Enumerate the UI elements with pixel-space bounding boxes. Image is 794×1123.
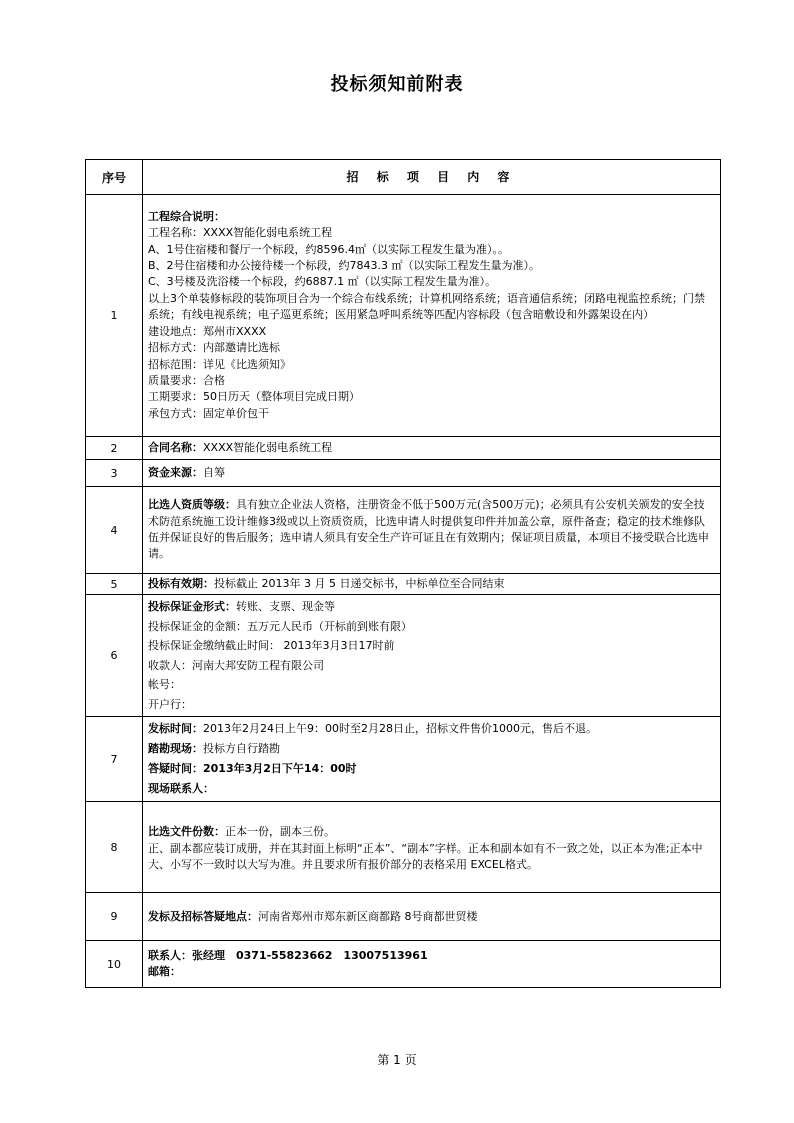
row-number: 7: [86, 717, 143, 802]
row-number: 5: [86, 574, 143, 595]
project-overview-heading: 工程综合说明：: [148, 209, 225, 223]
table-row-6: [86, 595, 721, 717]
site-visit-value: 投标方自行踏勘: [203, 742, 280, 756]
row-number: 1: [86, 195, 143, 437]
bid-bond-cell: [143, 595, 721, 717]
project-overview-cell: [143, 195, 721, 437]
qualification-text: 具有独立企业法人资格，注册资金不低于500万元(含500万元)；必须具有公安机关颁发的安全技术防范系统施工设计维修3级或以上资质资质，比选申请人时提供复印件并加盖公章，原件备查；稳定的技术维修队伍并保证良好的售后服务；选申请人须具有安全生产许可证且在有效期内；保证项目质量，本项目不接受联合比选申请。: [148, 498, 709, 561]
site-visit-label: 踏勘现场：: [148, 742, 203, 756]
contract-name-value: XXXX智能化弱电系统工程: [203, 440, 333, 454]
row-number: 2: [86, 437, 143, 460]
row-number: 9: [86, 893, 143, 941]
account-line: 帐号：: [148, 678, 181, 692]
table-row-5: [86, 574, 721, 595]
tender-scope-line: 招标范围：详见《比选须知》: [148, 357, 291, 371]
email-line: 邮箱：: [148, 965, 181, 979]
copies-value: 正本一份，副本三份。: [225, 824, 335, 838]
contract-type-line: 承包方式：固定单价包干: [148, 406, 269, 420]
bid-notice-table: [85, 159, 721, 988]
fund-source-label: 资金来源：: [148, 465, 203, 479]
issue-time-value: 2013年2月24日上午9：00时至2月28日止，招标文件售价1000元，售后不退。: [203, 722, 597, 736]
fund-source-cell: [143, 460, 721, 487]
location-line: 建设地点：郑州市XXXX: [148, 324, 267, 338]
row-number: 8: [86, 802, 143, 893]
project-name-line: 工程名称：XXXX智能化弱电系统工程: [148, 226, 333, 240]
quality-line: 质量要求：合格: [148, 373, 225, 387]
contact-cell: [143, 941, 721, 988]
validity-cell: [143, 574, 721, 595]
table-row-8: [86, 802, 721, 893]
row-number: 10: [86, 941, 143, 988]
document-copies-cell: [143, 802, 721, 893]
issue-time-label: 发标时间：: [148, 722, 203, 736]
table-header-row: [86, 160, 721, 195]
venue-cell: [143, 893, 721, 941]
table-row-7: [86, 717, 721, 802]
site-contact-line: 现场联系人：: [148, 782, 214, 796]
section-a-line: A、1号住宿楼和餐厅一个标段，约8596.4㎡（以实际工程发生量为准）。。: [148, 242, 510, 256]
table-row-9: [86, 893, 721, 941]
system-scope-text: 以上3个单装修标段的装饰项目合为一个综合布线系统；计算机网络系统；语音通信系统；闭路电视监控系统；门禁系统；有线电视系统；电子巡更系统；医用紧急呼叫系统等匹配内容标段（包含暗敷设和外露架设在内）: [148, 291, 705, 322]
row-number: 3: [86, 460, 143, 487]
binding-requirements-text: 正、副本都应装订成册，并在其封面上标明“正本”、“副本”字样。正本和副本如有不一致之处，以正本为准;正本中大、小写不一致时以大写为准。并且要求所有报价部分的表格采用 EXCEL格式。: [148, 841, 703, 871]
duration-line: 工期要求：50日历天（整体项目完成日期）: [148, 390, 360, 404]
page-title: 投标须知前附表: [330, 74, 464, 95]
table-row-3: [86, 460, 721, 487]
qualification-label: 比选人资质等级：: [148, 498, 236, 512]
contract-name-label: 合同名称：: [148, 440, 203, 454]
table-row-2: [86, 437, 721, 460]
qa-time-line: 答疑时间：2013年3月2日下午14：00时: [148, 762, 357, 776]
schedule-cell: [143, 717, 721, 802]
contract-name-cell: [143, 437, 721, 460]
page-number: 第 1 页: [377, 1053, 417, 1067]
fund-source-value: 自筹: [203, 465, 225, 479]
payee-line: 收款人：河南大邦安防工程有限公司: [148, 658, 324, 672]
qualification-cell: [143, 487, 721, 574]
venue-label: 发标及招标答疑地点：: [148, 909, 258, 923]
contact-person-line: 联系人：张经理 0371-55823662 13007513961: [148, 949, 428, 962]
copies-label: 比选文件份数：: [148, 824, 225, 838]
table-row-10: [86, 941, 721, 988]
row-number: 4: [86, 487, 143, 574]
bank-line: 开户行：: [148, 697, 192, 711]
header-content: 招 标 项 目 内 容: [143, 160, 721, 195]
bid-bond-amount: 投标保证金的金额：五万元人民币（开标前到账有限）: [148, 619, 412, 633]
header-no: 序号: [86, 160, 143, 195]
table-row-4: [86, 487, 721, 574]
section-c-line: C、3号楼及洗浴楼一个标段，约6887.1 ㎡（以实际工程发生量为准）。: [148, 275, 497, 289]
bid-bond-label: 投标保证金形式：: [148, 600, 236, 614]
table-row-1: [86, 195, 721, 437]
venue-value: 河南省郑州市郑东新区商都路 8号商都世贸楼: [258, 909, 478, 923]
bid-bond-form: 转账、支票、现金等: [236, 600, 335, 614]
tender-method-line: 招标方式：内部邀请比选标: [148, 341, 280, 355]
validity-value: 投标截止 2013年 3 月 5 日递交标书，中标单位至合同结束: [214, 577, 505, 590]
row-number: 6: [86, 595, 143, 717]
section-b-line: B、2号住宿楼和办公接待楼一个标段，约7843.3 ㎡（以实际工程发生量为准）。: [148, 259, 541, 273]
validity-label: 投标有效期：: [148, 577, 214, 590]
bid-bond-deadline: 投标保证金缴纳截止时间： 2013年3月3日17时前: [148, 639, 395, 653]
